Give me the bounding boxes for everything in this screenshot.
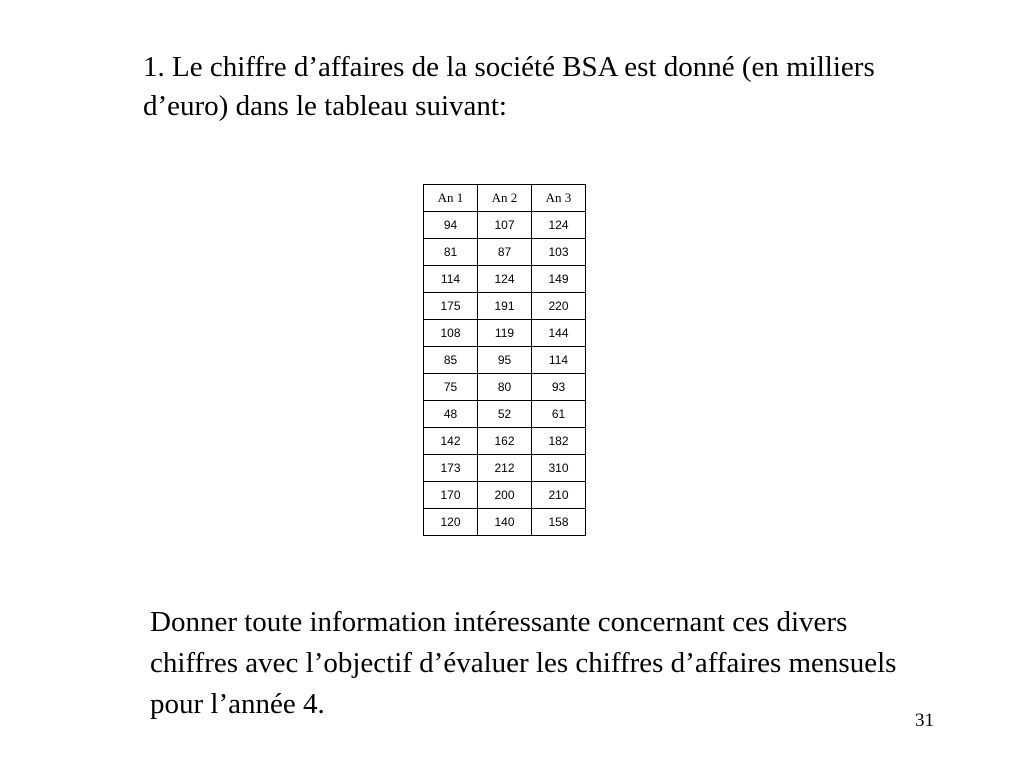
table-row xyxy=(424,266,586,293)
table-cell: 114 xyxy=(424,266,478,293)
table-cell: 94 xyxy=(424,212,478,239)
table-cell: 81 xyxy=(424,239,478,266)
table-cell: 173 xyxy=(424,455,478,482)
table-cell: 75 xyxy=(424,374,478,401)
table-cell: 107 xyxy=(478,212,532,239)
table-row xyxy=(424,212,586,239)
table-cell: 310 xyxy=(532,455,586,482)
table-cell: 124 xyxy=(532,212,586,239)
table-row xyxy=(424,401,586,428)
table-cell: 124 xyxy=(478,266,532,293)
table-row xyxy=(424,320,586,347)
table-row xyxy=(424,509,586,536)
revenue-table xyxy=(423,184,586,536)
table-cell: 80 xyxy=(478,374,532,401)
table-cell: 95 xyxy=(478,347,532,374)
table-row xyxy=(424,239,586,266)
table-row xyxy=(424,347,586,374)
table-cell: 120 xyxy=(424,509,478,536)
table-cell: 103 xyxy=(532,239,586,266)
table-cell: 170 xyxy=(424,482,478,509)
table-cell: 144 xyxy=(532,320,586,347)
table-cell: 87 xyxy=(478,239,532,266)
column-header-an-2: An 2 xyxy=(478,185,532,212)
table-row xyxy=(424,374,586,401)
table-cell: 162 xyxy=(478,428,532,455)
table-cell: 119 xyxy=(478,320,532,347)
table-cell: 182 xyxy=(532,428,586,455)
table-cell: 220 xyxy=(532,293,586,320)
page-number: 31 xyxy=(915,710,934,731)
column-header-an-1: An 1 xyxy=(424,185,478,212)
table-cell: 191 xyxy=(478,293,532,320)
intro-text: 1. Le chiffre d’affaires de la société BSA est donné (en milliers d’euro) dans le tableau suivant: xyxy=(143,51,875,122)
table-cell: 158 xyxy=(532,509,586,536)
table-cell: 212 xyxy=(478,455,532,482)
table-cell: 48 xyxy=(424,401,478,428)
table-row xyxy=(424,482,586,509)
table-row xyxy=(424,428,586,455)
table-row xyxy=(424,293,586,320)
table-cell: 114 xyxy=(532,347,586,374)
table-cell: 149 xyxy=(532,266,586,293)
table-cell: 210 xyxy=(532,482,586,509)
table-cell: 200 xyxy=(478,482,532,509)
table-header-row xyxy=(424,185,586,212)
table-row xyxy=(424,455,586,482)
table-cell: 85 xyxy=(424,347,478,374)
table-cell: 61 xyxy=(532,401,586,428)
revenue-table-container xyxy=(423,184,586,536)
column-header-an-3: An 3 xyxy=(532,185,586,212)
table-cell: 142 xyxy=(424,428,478,455)
table-cell: 108 xyxy=(424,320,478,347)
question-text: Donner toute information intéressante concernant ces divers chiffres avec l’objectif d’évaluer les chiffres d’affaires mensuels pour l’année 4. xyxy=(150,606,897,720)
table-cell: 52 xyxy=(478,401,532,428)
table-cell: 175 xyxy=(424,293,478,320)
table-cell: 93 xyxy=(532,374,586,401)
table-cell: 140 xyxy=(478,509,532,536)
table-body xyxy=(424,212,586,536)
